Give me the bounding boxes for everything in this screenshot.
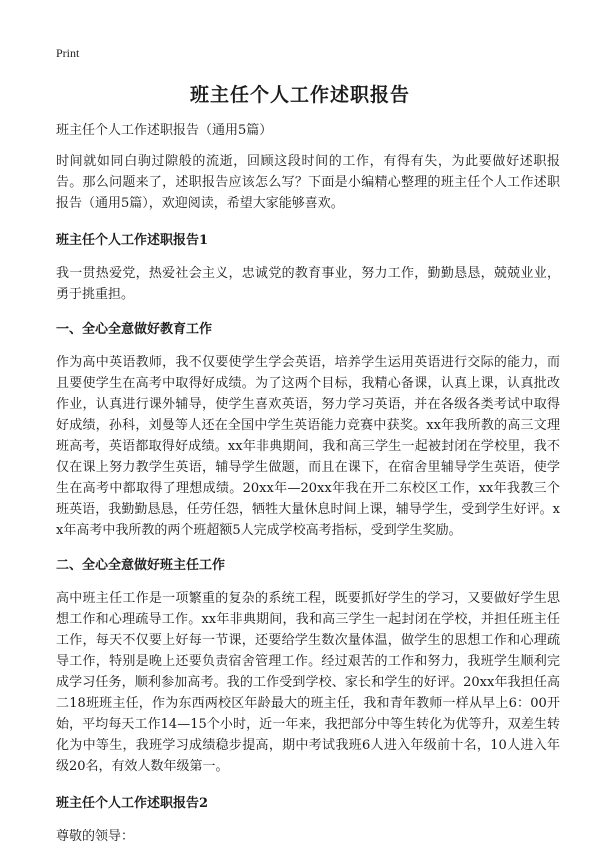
print-link[interactable]: Print [56, 46, 80, 60]
report1-heading: 班主任个人工作述职报告1 [56, 233, 209, 248]
report1-paragraph-1: 我一贯热爱党，热爱社会主义，忠诚党的教育事业，努力工作，勤勤恳恳，兢兢业业，勇于挑重担。 [56, 266, 560, 302]
page-title: 班主任个人工作述职报告 [189, 84, 410, 106]
section2-heading: 二、全心全意做好班主任工作 [56, 558, 226, 573]
section2-paragraph: 高中班主任工作是一项繁重的复杂的系统工程，既要抓好学生的学习，又要做好学生思想工作和心理疏导工作。xx年非典期间，我和高三学生一起封闭在学校，并担任班主任工作，每天不仅要上好每一节课，还要给学生数次量体温，做学生的思想工作和心理疏导工作，特别是晚上还要负责宿舍管理工作。经过艰苦的工作和努力，我班学生顺利完成学习任务，顺利参加高考。我的工作受到学校、家长和学生的好评。20xx年我担任高二18班班主任，作为东西两校区年龄最大的班主任，我和青年教师一样从早上6：00开始，平均每天工作14—15个小时，近一年来，我把部分中等生转化为优等升，双差生转化为中等生，我班学习成绩稳步提高，期中考试我班6人进入年级前十名，10人进入年级20名，有效人数年级第一。 [56, 591, 560, 774]
report2-heading: 班主任个人工作述职报告2 [56, 796, 209, 811]
report2-salutation: 尊敬的领导： [56, 829, 135, 844]
intro-paragraph: 时间就如同白驹过隙般的流逝，回顾这段时间的工作，有得有失，为此要做好述职报告。那么问题来了，述职报告应该怎么写？下面是小编精心整理的班主任个人工作述职报告（通用5篇），欢迎阅读，希望大家能够喜欢。 [56, 154, 560, 211]
document-subtitle: 班主任个人工作述职报告（通用5篇） [56, 123, 273, 138]
section1-heading: 一、全心全意做好教育工作 [56, 322, 213, 337]
document-body [56, 120, 560, 859]
section1-paragraph: 作为高中英语教师，我不仅要使学生学会英语，培养学生运用英语进行交际的能力，而且要使学生在高考中取得好成绩。为了这两个目标，我精心备课，认真上课，认真批改作业，认真进行课外辅导，使学生喜欢英语，努力学习英语，并在各级各类考试中取得好成绩，孙科，刘曼等人还在全国中学生英语能力竞赛中获奖。xx年我所教的高三文理班高考，英语都取得好成绩。xx年非典期间，我和高三学生一起被封闭在学校里，我不仅在课上努力教学生英语，辅导学生做题，而且在课下，在宿舍里辅导学生英语，使学生在高考中都取得了理想成绩。20xx年—20xx年我在开二东校区工作，xx年我教三个班英语，我勤勤恳恳，任劳任怨，牺牲大量休息时间上课，辅导学生，受到学生好评。xx年高考中我所教的两个班超额5人完成学校高考指标，受到学生奖励。 [56, 355, 560, 538]
